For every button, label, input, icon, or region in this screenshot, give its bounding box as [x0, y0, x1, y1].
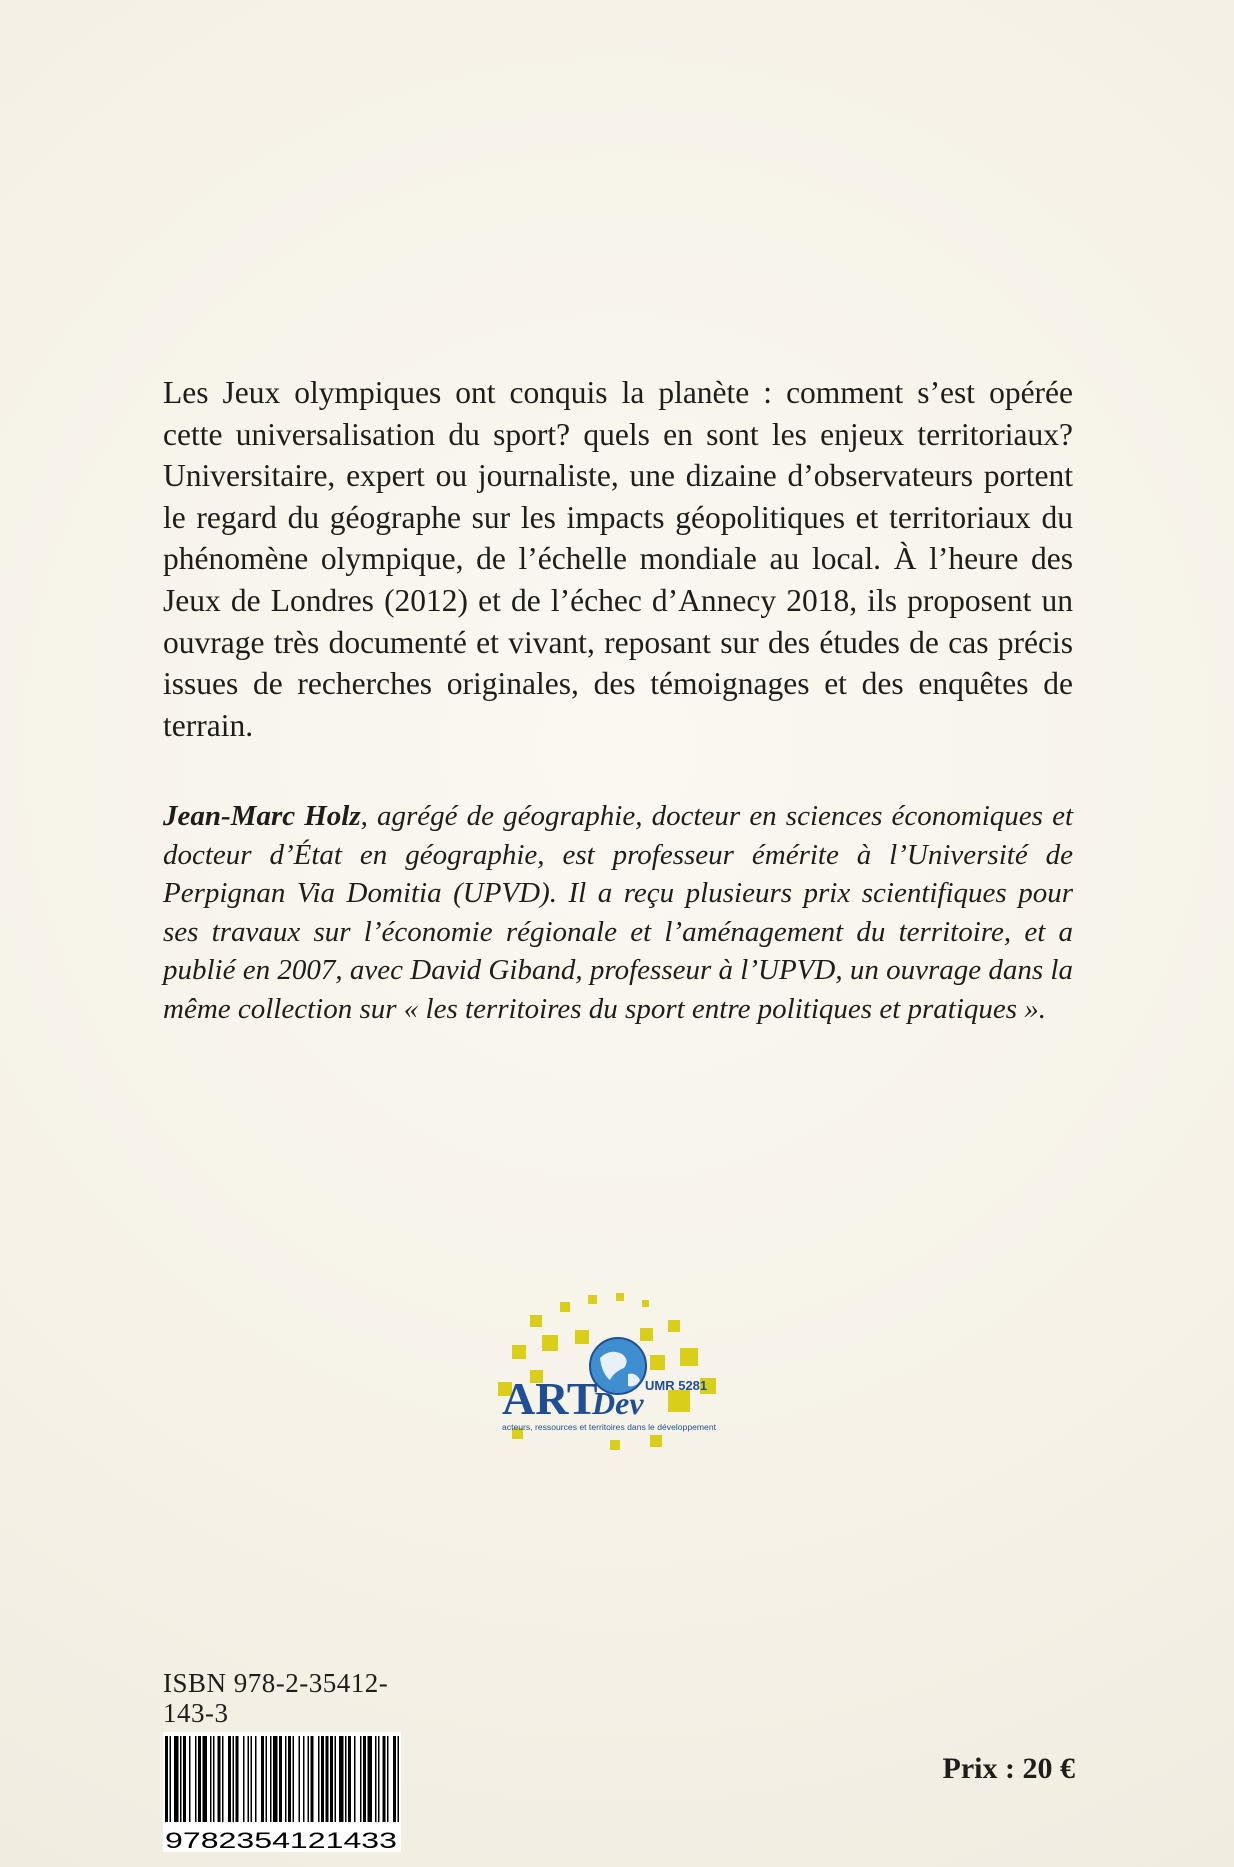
logo-dev-text: Dev	[592, 1385, 644, 1421]
artdev-logo-graphic	[490, 1290, 750, 1470]
blurb-paragraph: Les Jeux olympiques ont conquis la planète : comment s’est opérée cette universalisation du sport? quels en sont les enjeux territoriaux? Universitaire, expert ou journaliste, une dizaine d’observateurs portent le regard du géographe sur les impacts géopolitiques et territoriaux du phénomène olympique, de l’échelle mondiale au local. À l’heure des Jeux de Londres (2012) et de l’échec d’Annecy 2018, ils proposent un ouvrage très documenté et vivant, reposant sur des études de cas précis issues de recherches originales, des témoignages et des enquêtes de terrain.	[163, 375, 1073, 743]
artdev-logo	[490, 1290, 750, 1470]
barcode-graphic	[163, 1732, 401, 1852]
author-bio-text: , agrégé de géographie, docteur en sciences économiques et docteur d’État en géographie, est professeur émérite à l’Université de Perpignan Via Domitia (UPVD). Il a reçu plusieurs prix scientifiques pour ses travaux sur l’économie régionale et l’aménagement du territoire, et a publié en 2007, avec David Giband, professeur à l’UPVD, un ouvrage dans la même collection sur « les territoires du sport entre politiques et pratiques ».	[163, 800, 1073, 1025]
logo-umr-text: UMR 5281	[645, 1378, 708, 1393]
barcode-digits: 9782354121433	[165, 1828, 397, 1852]
isbn-block	[163, 1668, 413, 1852]
logo-tagline: acteurs, ressources et territoires dans le développement	[502, 1422, 716, 1432]
author-bio	[163, 797, 1073, 1028]
barcode	[163, 1732, 401, 1852]
price-label: Prix : 20 €	[942, 1752, 1075, 1785]
logo-art-text: ART	[502, 1373, 598, 1424]
isbn-label: ISBN 978-2-35412-143-3	[163, 1668, 389, 1728]
author-name: Jean-Marc Holz	[163, 800, 361, 832]
